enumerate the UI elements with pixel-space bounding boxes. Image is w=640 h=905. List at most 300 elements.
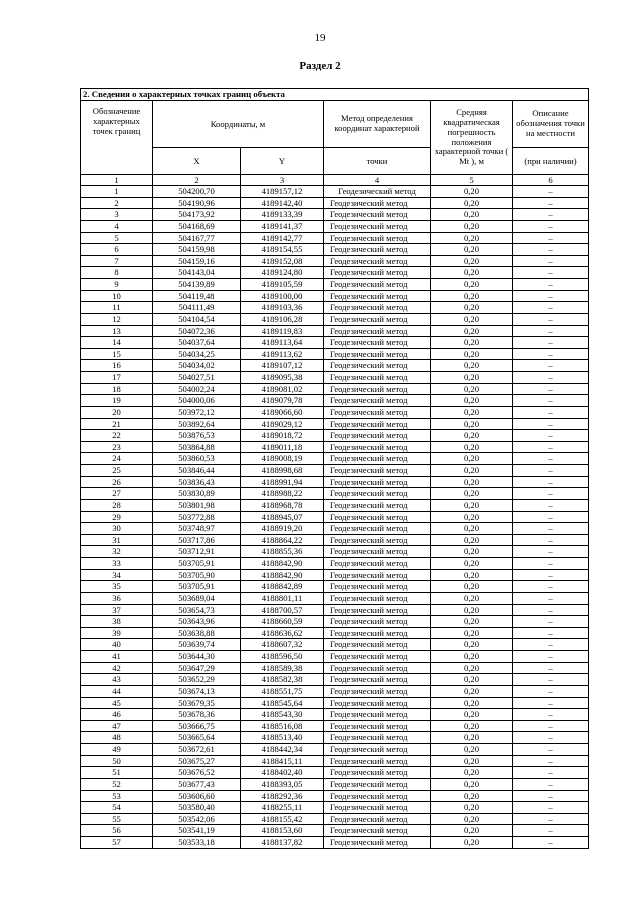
point-number-cell: 48 xyxy=(81,732,153,744)
accuracy-cell: 0,20 xyxy=(431,744,513,756)
table-row xyxy=(81,534,589,546)
method-cell: Геодезический метод xyxy=(324,685,431,697)
accuracy-cell: 0,20 xyxy=(431,767,513,779)
point-number-cell: 22 xyxy=(81,430,153,442)
accuracy-cell: 0,20 xyxy=(431,616,513,628)
description-cell: – xyxy=(513,569,589,581)
table-row xyxy=(81,744,589,756)
y-coordinate-cell: 4188393,05 xyxy=(241,778,324,790)
x-coordinate-cell: 503643,96 xyxy=(153,616,241,628)
description-cell: – xyxy=(513,662,589,674)
accuracy-cell: 0,20 xyxy=(431,395,513,407)
y-coordinate-cell: 4189066,60 xyxy=(241,406,324,418)
y-coordinate-cell: 4188700,57 xyxy=(241,604,324,616)
method-cell: Геодезический метод xyxy=(324,465,431,477)
point-number-cell: 3 xyxy=(81,209,153,221)
x-coordinate-cell: 503712,91 xyxy=(153,546,241,558)
description-cell: – xyxy=(513,697,589,709)
y-coordinate-cell: 4188855,36 xyxy=(241,546,324,558)
point-number-cell: 21 xyxy=(81,418,153,430)
y-coordinate-cell: 4189105,59 xyxy=(241,279,324,291)
method-cell: Геодезический метод xyxy=(324,267,431,279)
description-cell: – xyxy=(513,755,589,767)
y-coordinate-cell: 4189106,28 xyxy=(241,313,324,325)
point-number-cell: 42 xyxy=(81,662,153,674)
description-cell: – xyxy=(513,290,589,302)
y-coordinate-cell: 4188596,50 xyxy=(241,651,324,663)
x-coordinate-cell: 503677,43 xyxy=(153,778,241,790)
header-method-tail: точки xyxy=(324,148,431,175)
y-coordinate-cell: 4188801,11 xyxy=(241,592,324,604)
x-coordinate-cell: 504027,51 xyxy=(153,372,241,384)
method-cell: Геодезический метод xyxy=(324,418,431,430)
y-coordinate-cell: 4189029,12 xyxy=(241,418,324,430)
accuracy-cell: 0,20 xyxy=(431,476,513,488)
table-row xyxy=(81,441,589,453)
point-number-cell: 30 xyxy=(81,523,153,535)
x-coordinate-cell: 503676,52 xyxy=(153,767,241,779)
table-row xyxy=(81,395,589,407)
description-cell: – xyxy=(513,837,589,849)
accuracy-cell: 0,20 xyxy=(431,267,513,279)
y-coordinate-cell: 4188155,42 xyxy=(241,813,324,825)
description-cell: – xyxy=(513,220,589,232)
y-coordinate-cell: 4189141,37 xyxy=(241,220,324,232)
method-cell: Геодезический метод xyxy=(324,290,431,302)
method-cell: Геодезический метод xyxy=(324,430,431,442)
method-cell: Геодезический метод xyxy=(324,744,431,756)
table-row xyxy=(81,790,589,802)
point-number-cell: 57 xyxy=(81,837,153,849)
accuracy-cell: 0,20 xyxy=(431,720,513,732)
accuracy-cell: 0,20 xyxy=(431,453,513,465)
x-coordinate-cell: 504111,49 xyxy=(153,302,241,314)
accuracy-cell: 0,20 xyxy=(431,778,513,790)
accuracy-cell: 0,20 xyxy=(431,418,513,430)
method-cell: Геодезический метод xyxy=(324,244,431,256)
point-number-cell: 28 xyxy=(81,499,153,511)
table-row xyxy=(81,639,589,651)
description-cell: – xyxy=(513,778,589,790)
table-row xyxy=(81,418,589,430)
table-row xyxy=(81,627,589,639)
y-coordinate-cell: 4189133,39 xyxy=(241,209,324,221)
accuracy-cell: 0,20 xyxy=(431,313,513,325)
point-number-cell: 46 xyxy=(81,709,153,721)
point-number-cell: 39 xyxy=(81,627,153,639)
description-cell: – xyxy=(513,825,589,837)
description-cell: – xyxy=(513,232,589,244)
point-number-cell: 11 xyxy=(81,302,153,314)
method-cell: Геодезический метод xyxy=(324,453,431,465)
table-row xyxy=(81,569,589,581)
accuracy-cell: 0,20 xyxy=(431,441,513,453)
column-number: 5 xyxy=(431,175,513,186)
method-cell: Геодезический метод xyxy=(324,709,431,721)
method-cell: Геодезический метод xyxy=(324,813,431,825)
table-row xyxy=(81,651,589,663)
point-number-cell: 17 xyxy=(81,372,153,384)
y-coordinate-cell: 4188153,60 xyxy=(241,825,324,837)
accuracy-cell: 0,20 xyxy=(431,465,513,477)
table-row xyxy=(81,267,589,279)
y-coordinate-cell: 4188988,22 xyxy=(241,488,324,500)
y-coordinate-cell: 4188551,75 xyxy=(241,685,324,697)
table-row xyxy=(81,709,589,721)
accuracy-cell: 0,20 xyxy=(431,523,513,535)
point-number-cell: 20 xyxy=(81,406,153,418)
header-description-tail: (при наличии) xyxy=(513,148,589,175)
table-row xyxy=(81,720,589,732)
y-coordinate-cell: 4188968,78 xyxy=(241,499,324,511)
method-cell: Геодезический метод xyxy=(324,674,431,686)
description-cell: – xyxy=(513,685,589,697)
accuracy-cell: 0,20 xyxy=(431,232,513,244)
description-cell: – xyxy=(513,465,589,477)
point-number-cell: 37 xyxy=(81,604,153,616)
accuracy-cell: 0,20 xyxy=(431,220,513,232)
y-coordinate-cell: 4188842,90 xyxy=(241,558,324,570)
point-number-cell: 47 xyxy=(81,720,153,732)
method-cell: Геодезический метод xyxy=(324,197,431,209)
table-row xyxy=(81,767,589,779)
method-cell: Геодезический метод xyxy=(324,627,431,639)
accuracy-cell: 0,20 xyxy=(431,732,513,744)
table-row xyxy=(81,837,589,849)
y-coordinate-cell: 4188543,30 xyxy=(241,709,324,721)
method-cell: Геодезический метод xyxy=(324,837,431,849)
description-cell: – xyxy=(513,209,589,221)
description-cell: – xyxy=(513,267,589,279)
description-cell: – xyxy=(513,744,589,756)
point-number-cell: 33 xyxy=(81,558,153,570)
x-coordinate-cell: 503972,12 xyxy=(153,406,241,418)
accuracy-cell: 0,20 xyxy=(431,837,513,849)
method-cell: Геодезический метод xyxy=(324,279,431,291)
description-cell: – xyxy=(513,511,589,523)
method-cell: Геодезический метод xyxy=(324,592,431,604)
table-row xyxy=(81,511,589,523)
y-coordinate-cell: 4189100,00 xyxy=(241,290,324,302)
table-row xyxy=(81,546,589,558)
y-coordinate-cell: 4188842,89 xyxy=(241,581,324,593)
x-coordinate-cell: 504159,16 xyxy=(153,255,241,267)
x-coordinate-cell: 503717,86 xyxy=(153,534,241,546)
y-coordinate-cell: 4188402,40 xyxy=(241,767,324,779)
table-row xyxy=(81,616,589,628)
accuracy-cell: 0,20 xyxy=(431,383,513,395)
accuracy-cell: 0,20 xyxy=(431,627,513,639)
table-row xyxy=(81,813,589,825)
table-row xyxy=(81,825,589,837)
x-coordinate-cell: 504104,54 xyxy=(153,313,241,325)
description-cell: – xyxy=(513,348,589,360)
y-coordinate-cell: 4189103,36 xyxy=(241,302,324,314)
x-coordinate-cell: 503748,97 xyxy=(153,523,241,535)
point-number-cell: 56 xyxy=(81,825,153,837)
table-row xyxy=(81,244,589,256)
table-row xyxy=(81,604,589,616)
description-cell: – xyxy=(513,395,589,407)
point-number-cell: 6 xyxy=(81,244,153,256)
method-cell: Геодезический метод xyxy=(324,662,431,674)
y-coordinate-cell: 4189008,19 xyxy=(241,453,324,465)
accuracy-cell: 0,20 xyxy=(431,372,513,384)
method-cell: Геодезический метод xyxy=(324,802,431,814)
accuracy-cell: 0,20 xyxy=(431,755,513,767)
description-cell: – xyxy=(513,651,589,663)
point-number-cell: 34 xyxy=(81,569,153,581)
point-number-cell: 7 xyxy=(81,255,153,267)
point-number-cell: 10 xyxy=(81,290,153,302)
description-cell: – xyxy=(513,639,589,651)
x-coordinate-cell: 504000,06 xyxy=(153,395,241,407)
description-cell: – xyxy=(513,790,589,802)
accuracy-cell: 0,20 xyxy=(431,685,513,697)
accuracy-cell: 0,20 xyxy=(431,546,513,558)
description-cell: – xyxy=(513,441,589,453)
accuracy-cell: 0,20 xyxy=(431,581,513,593)
column-number: 2 xyxy=(153,175,241,186)
method-cell: Геодезический метод xyxy=(324,790,431,802)
point-number-cell: 12 xyxy=(81,313,153,325)
point-number-cell: 24 xyxy=(81,453,153,465)
method-cell: Геодезический метод xyxy=(324,313,431,325)
table-row xyxy=(81,592,589,604)
method-cell: Геодезический метод xyxy=(324,302,431,314)
description-cell: – xyxy=(513,279,589,291)
boundary-points-table xyxy=(80,88,589,849)
method-cell: Геодезический метод xyxy=(324,523,431,535)
table-row xyxy=(81,697,589,709)
description-cell: – xyxy=(513,767,589,779)
x-coordinate-cell: 503678,36 xyxy=(153,709,241,721)
accuracy-cell: 0,20 xyxy=(431,430,513,442)
method-cell: Геодезический метод xyxy=(324,383,431,395)
x-coordinate-cell: 503801,98 xyxy=(153,499,241,511)
y-coordinate-cell: 4189018,72 xyxy=(241,430,324,442)
x-coordinate-cell: 503665,64 xyxy=(153,732,241,744)
point-number-cell: 9 xyxy=(81,279,153,291)
accuracy-cell: 0,20 xyxy=(431,302,513,314)
method-cell: Геодезический метод xyxy=(324,406,431,418)
x-coordinate-cell: 504037,64 xyxy=(153,337,241,349)
method-cell: Геодезический метод xyxy=(324,546,431,558)
header-method: Метод определения координат характерной xyxy=(324,101,431,148)
method-cell: Геодезический метод xyxy=(324,186,431,198)
method-cell: Геодезический метод xyxy=(324,581,431,593)
method-cell: Геодезический метод xyxy=(324,825,431,837)
point-number-cell: 40 xyxy=(81,639,153,651)
y-coordinate-cell: 4189011,18 xyxy=(241,441,324,453)
accuracy-cell: 0,20 xyxy=(431,279,513,291)
table-row xyxy=(81,581,589,593)
point-number-cell: 49 xyxy=(81,744,153,756)
accuracy-cell: 0,20 xyxy=(431,406,513,418)
method-cell: Геодезический метод xyxy=(324,511,431,523)
point-number-cell: 18 xyxy=(81,383,153,395)
accuracy-cell: 0,20 xyxy=(431,709,513,721)
table-row xyxy=(81,662,589,674)
accuracy-cell: 0,20 xyxy=(431,697,513,709)
description-cell: – xyxy=(513,406,589,418)
x-coordinate-cell: 504119,48 xyxy=(153,290,241,302)
point-number-cell: 13 xyxy=(81,325,153,337)
method-cell: Геодезический метод xyxy=(324,558,431,570)
accuracy-cell: 0,20 xyxy=(431,569,513,581)
x-coordinate-cell: 504167,77 xyxy=(153,232,241,244)
x-coordinate-cell: 503541,19 xyxy=(153,825,241,837)
method-cell: Геодезический метод xyxy=(324,255,431,267)
column-number: 4 xyxy=(324,175,431,186)
table-row xyxy=(81,372,589,384)
table-row xyxy=(81,337,589,349)
accuracy-cell: 0,20 xyxy=(431,337,513,349)
table-row xyxy=(81,325,589,337)
method-cell: Геодезический метод xyxy=(324,755,431,767)
table-row xyxy=(81,523,589,535)
method-cell: Геодезический метод xyxy=(324,360,431,372)
accuracy-cell: 0,20 xyxy=(431,558,513,570)
description-cell: – xyxy=(513,813,589,825)
x-coordinate-cell: 503639,74 xyxy=(153,639,241,651)
x-coordinate-cell: 503652,29 xyxy=(153,674,241,686)
x-coordinate-cell: 503606,60 xyxy=(153,790,241,802)
accuracy-cell: 0,20 xyxy=(431,813,513,825)
description-cell: – xyxy=(513,592,589,604)
x-coordinate-cell: 503705,90 xyxy=(153,569,241,581)
y-coordinate-cell: 4188842,90 xyxy=(241,569,324,581)
table-row xyxy=(81,383,589,395)
point-number-cell: 41 xyxy=(81,651,153,663)
method-cell: Геодезический метод xyxy=(324,534,431,546)
x-coordinate-cell: 503864,88 xyxy=(153,441,241,453)
y-coordinate-cell: 4188545,64 xyxy=(241,697,324,709)
point-number-cell: 32 xyxy=(81,546,153,558)
point-number-cell: 25 xyxy=(81,465,153,477)
x-coordinate-cell: 504034,25 xyxy=(153,348,241,360)
point-number-cell: 36 xyxy=(81,592,153,604)
y-coordinate-cell: 4188442,34 xyxy=(241,744,324,756)
description-cell: – xyxy=(513,430,589,442)
x-coordinate-cell: 503666,75 xyxy=(153,720,241,732)
accuracy-cell: 0,20 xyxy=(431,255,513,267)
y-coordinate-cell: 4189124,80 xyxy=(241,267,324,279)
method-cell: Геодезический метод xyxy=(324,348,431,360)
x-coordinate-cell: 503580,40 xyxy=(153,802,241,814)
table-row xyxy=(81,313,589,325)
x-coordinate-cell: 504002,24 xyxy=(153,383,241,395)
y-coordinate-cell: 4188582,38 xyxy=(241,674,324,686)
accuracy-cell: 0,20 xyxy=(431,674,513,686)
description-cell: – xyxy=(513,534,589,546)
method-cell: Геодезический метод xyxy=(324,697,431,709)
x-coordinate-cell: 504190,96 xyxy=(153,197,241,209)
description-cell: – xyxy=(513,732,589,744)
method-cell: Геодезический метод xyxy=(324,732,431,744)
table-row xyxy=(81,755,589,767)
accuracy-cell: 0,20 xyxy=(431,790,513,802)
y-coordinate-cell: 4188660,59 xyxy=(241,616,324,628)
method-cell: Геодезический метод xyxy=(324,720,431,732)
description-cell: – xyxy=(513,313,589,325)
column-number: 1 xyxy=(81,175,153,186)
point-number-cell: 4 xyxy=(81,220,153,232)
method-cell: Геодезический метод xyxy=(324,395,431,407)
y-coordinate-cell: 4188255,11 xyxy=(241,802,324,814)
method-cell: Геодезический метод xyxy=(324,651,431,663)
x-coordinate-cell: 503533,18 xyxy=(153,837,241,849)
description-cell: – xyxy=(513,360,589,372)
column-numbers-row xyxy=(81,175,589,186)
point-number-cell: 43 xyxy=(81,674,153,686)
description-cell: – xyxy=(513,302,589,314)
description-cell: – xyxy=(513,383,589,395)
point-number-cell: 50 xyxy=(81,755,153,767)
accuracy-cell: 0,20 xyxy=(431,802,513,814)
description-cell: – xyxy=(513,499,589,511)
method-cell: Геодезический метод xyxy=(324,778,431,790)
method-cell: Геодезический метод xyxy=(324,209,431,221)
x-coordinate-cell: 504072,36 xyxy=(153,325,241,337)
x-coordinate-cell: 504034,02 xyxy=(153,360,241,372)
description-cell: – xyxy=(513,418,589,430)
y-coordinate-cell: 4188513,40 xyxy=(241,732,324,744)
accuracy-cell: 0,20 xyxy=(431,290,513,302)
accuracy-cell: 0,20 xyxy=(431,197,513,209)
description-cell: – xyxy=(513,627,589,639)
method-cell: Геодезический метод xyxy=(324,616,431,628)
table-row xyxy=(81,499,589,511)
x-coordinate-cell: 503876,53 xyxy=(153,430,241,442)
x-coordinate-cell: 504139,89 xyxy=(153,279,241,291)
description-cell: – xyxy=(513,523,589,535)
point-number-cell: 45 xyxy=(81,697,153,709)
section-title: Раздел 2 xyxy=(299,60,341,72)
table-row xyxy=(81,802,589,814)
point-number-cell: 2 xyxy=(81,197,153,209)
y-coordinate-cell: 4189113,62 xyxy=(241,348,324,360)
x-coordinate-cell: 503672,61 xyxy=(153,744,241,756)
y-coordinate-cell: 4188415,11 xyxy=(241,755,324,767)
accuracy-cell: 0,20 xyxy=(431,639,513,651)
point-number-cell: 29 xyxy=(81,511,153,523)
table-row xyxy=(81,302,589,314)
y-coordinate-cell: 4189079,78 xyxy=(241,395,324,407)
accuracy-cell: 0,20 xyxy=(431,186,513,198)
point-number-cell: 38 xyxy=(81,616,153,628)
y-coordinate-cell: 4188991,94 xyxy=(241,476,324,488)
y-coordinate-cell: 4189152,08 xyxy=(241,255,324,267)
y-coordinate-cell: 4188919,20 xyxy=(241,523,324,535)
table-row xyxy=(81,558,589,570)
table-row xyxy=(81,488,589,500)
x-coordinate-cell: 503836,43 xyxy=(153,476,241,488)
x-coordinate-cell: 504173,92 xyxy=(153,209,241,221)
point-number-cell: 53 xyxy=(81,790,153,802)
table-row xyxy=(81,255,589,267)
point-number-cell: 19 xyxy=(81,395,153,407)
table-row xyxy=(81,209,589,221)
description-cell: – xyxy=(513,244,589,256)
y-coordinate-cell: 4189157,12 xyxy=(241,186,324,198)
description-cell: – xyxy=(513,337,589,349)
x-coordinate-cell: 503679,35 xyxy=(153,697,241,709)
description-cell: – xyxy=(513,616,589,628)
y-coordinate-cell: 4189107,12 xyxy=(241,360,324,372)
y-coordinate-cell: 4189113,64 xyxy=(241,337,324,349)
accuracy-cell: 0,20 xyxy=(431,662,513,674)
